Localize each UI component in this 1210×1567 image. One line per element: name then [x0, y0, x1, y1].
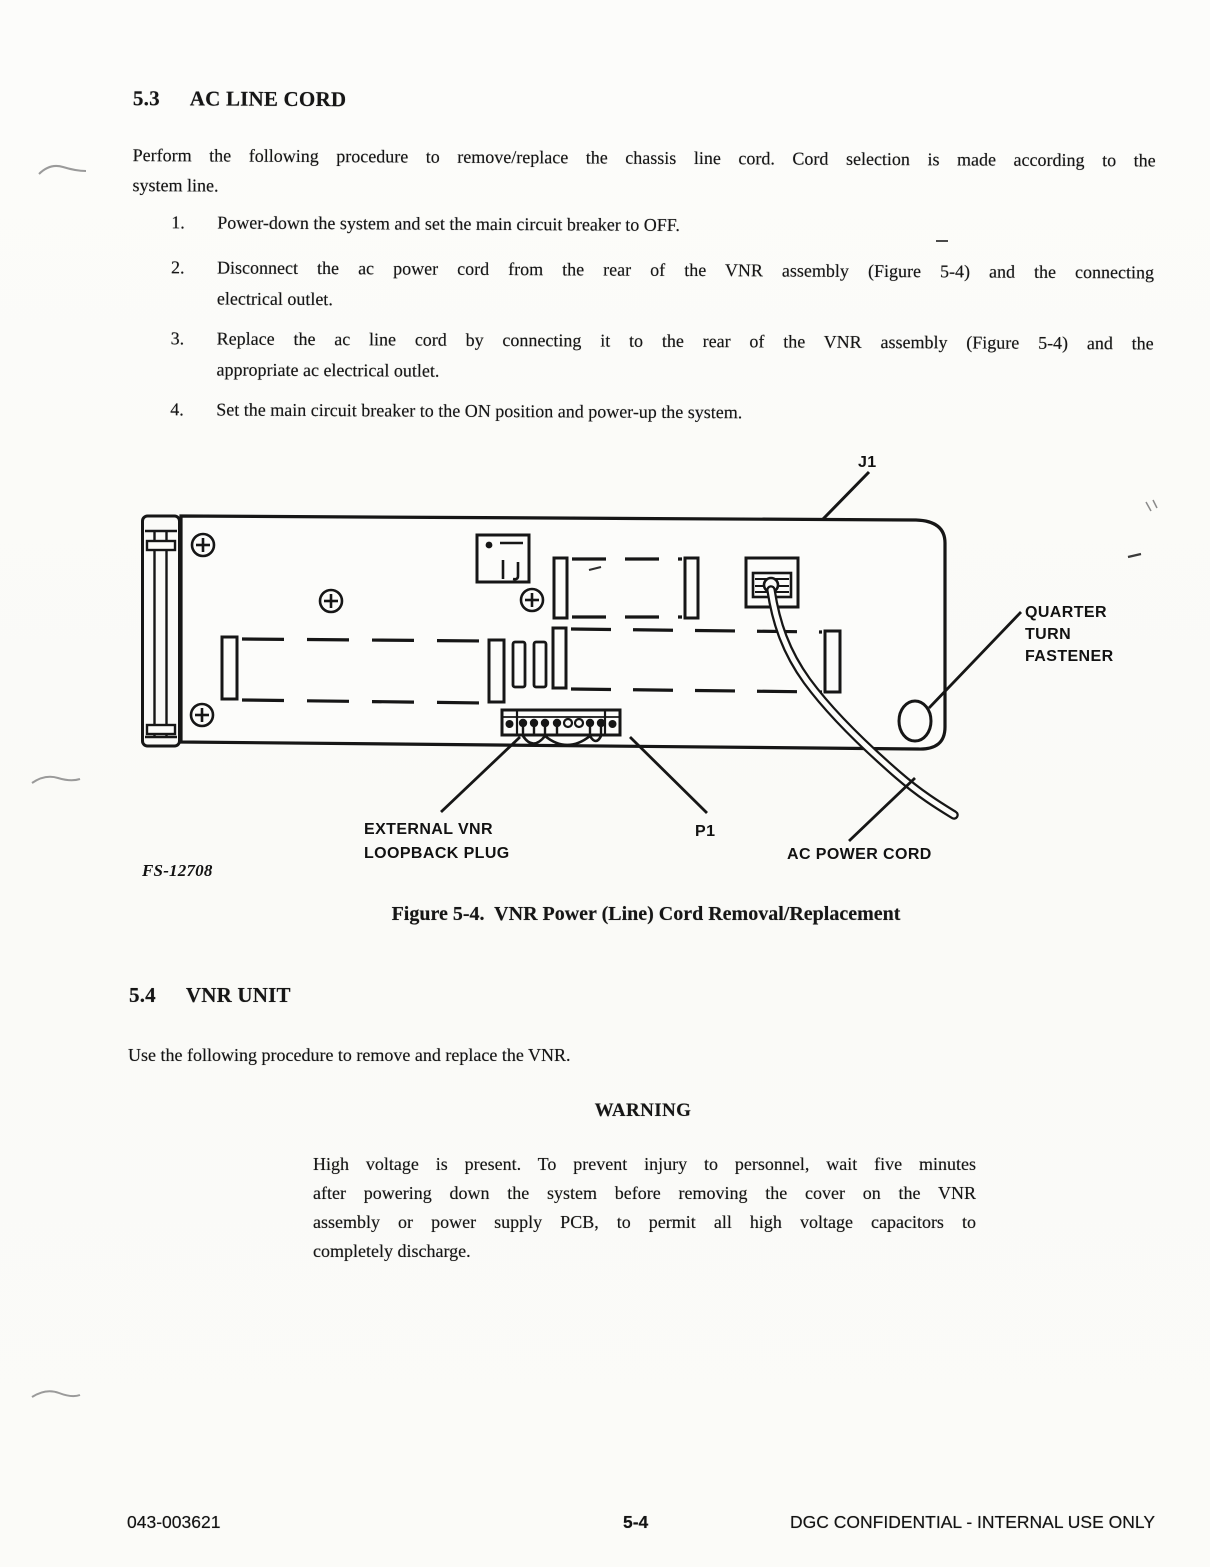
mounting-bracket — [143, 516, 180, 746]
ac-power-cord-label: AC POWER CORD — [787, 846, 932, 863]
paragraph-line: system line. — [132, 175, 219, 196]
footer-page-number: 5-4 — [623, 1512, 649, 1532]
quarter-turn-fastener-label: FASTENER — [1025, 648, 1114, 665]
step-text: Power-down the system and set the main circuit breaker to OFF. — [217, 212, 680, 235]
step-text: Set the main circuit breaker to the ON position and power-up the system. — [216, 399, 743, 423]
step-4 — [170, 395, 1153, 431]
warning-paragraph — [313, 1150, 976, 1266]
footer-doc-number: 043-003621 — [127, 1512, 221, 1532]
step-3 — [170, 324, 1154, 391]
figure-fs-number: FS-12708 — [142, 861, 213, 880]
step-text: electrical outlet. — [216, 288, 333, 310]
section-5-4-heading — [129, 983, 291, 1008]
footer-classification: DGC CONFIDENTIAL - INTERNAL USE ONLY — [790, 1512, 1155, 1532]
paragraph-line: Perform the following procedure to remove/replace the chassis line cord. Cord selection is made according to the — [132, 145, 1156, 171]
figure-caption: Figure 5-4. VNR Power (Line) Cord Removal/Replacement — [391, 903, 901, 925]
page-footer — [127, 1512, 1155, 1536]
section-number: 5.3 — [132, 86, 160, 111]
step-number: 3. — [170, 328, 185, 349]
warning-line: after powering down the system before removing the cover on the VNR — [313, 1183, 976, 1203]
external-loopback-label: EXTERNAL VNR — [364, 821, 493, 838]
step-text: Replace the ac line cord by connecting it to the rear of the VNR assembly (Figure 5-4) and the — [216, 328, 1154, 354]
step-number: 1. — [171, 212, 185, 233]
scan-artifact-squiggle — [30, 1385, 82, 1403]
ac-cord-leader-line — [849, 778, 915, 841]
quarter-turn-fastener-label: QUARTER — [1025, 604, 1107, 621]
section-5-4-intro — [128, 1040, 1158, 1070]
step-text: appropriate ac electrical outlet. — [216, 359, 440, 381]
section-title: VNR UNIT — [185, 983, 291, 1007]
section-number: 5.4 — [129, 983, 156, 1007]
warning-line: High voltage is present. To prevent injury to personnel, wait five minutes — [313, 1154, 976, 1174]
step-2 — [171, 253, 1155, 320]
warning-heading: WARNING — [594, 1100, 692, 1121]
warning-line: assembly or power supply PCB, to permit all high voltage capacitors to — [313, 1212, 976, 1232]
step-1 — [171, 208, 1154, 244]
scan-artifact-squiggle — [36, 160, 88, 178]
step-number: 2. — [171, 257, 185, 278]
external-loopback-label: LOOPBACK PLUG — [364, 845, 510, 862]
p1-label: P1 — [695, 823, 716, 840]
section-title: AC LINE CORD — [189, 86, 347, 112]
step-text: Disconnect the ac power cord from the rear of the VNR assembly (Figure 5-4) and the connecting — [217, 257, 1155, 283]
paragraph-line: Use the following procedure to remove and replace the VNR. — [128, 1045, 571, 1065]
step-number: 4. — [170, 399, 184, 420]
section-5-3-heading — [133, 86, 346, 112]
section-5-3-intro — [132, 140, 1155, 205]
j1-label: J1 — [858, 454, 877, 471]
figure-5-4-diagram — [0, 440, 1210, 905]
warning-line: completely discharge. — [313, 1241, 471, 1261]
scan-artifact-marks — [1128, 500, 1157, 557]
quarter-turn-fastener — [899, 701, 931, 741]
quarter-turn-fastener-label: TURN — [1025, 626, 1072, 643]
loopback-leader-line — [441, 737, 520, 812]
